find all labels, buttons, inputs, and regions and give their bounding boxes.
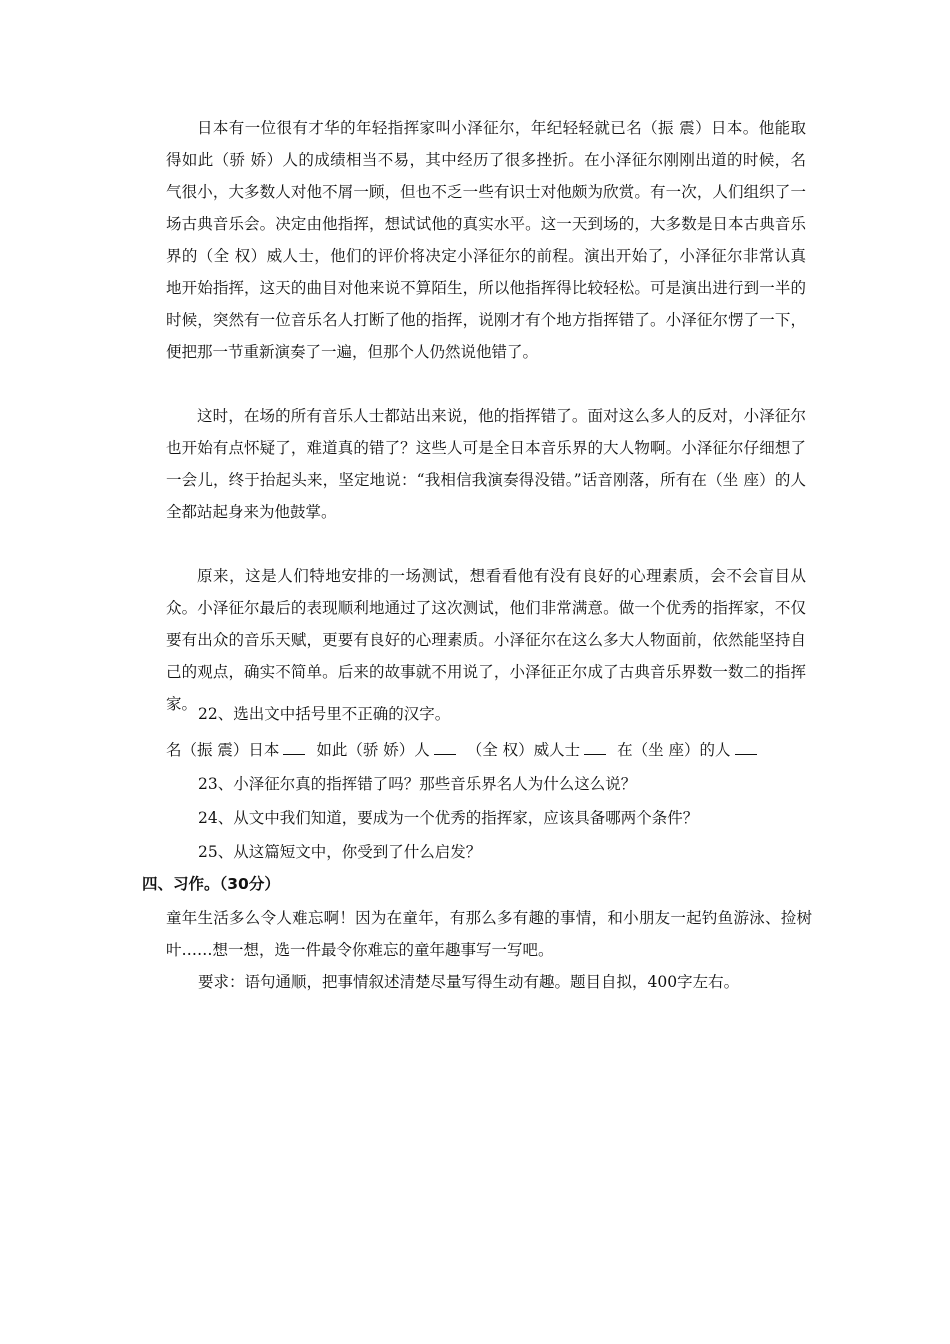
blank-item-3: （全 权）威人士: [466, 741, 581, 759]
blank-item-4: 在（坐 座）的人: [617, 741, 731, 759]
writing-prompt: 童年生活多么令人难忘啊！因为在童年，有那么多有趣的事情，和小朋友一起钓鱼游泳、捡树叶……想一想，选一件最令你难忘的童年趣事写一写吧。: [166, 909, 812, 959]
question-22: 22、选出文中括号里不正确的汉字。: [198, 705, 451, 723]
answer-blank-3[interactable]: [584, 740, 606, 755]
writing-requirement: 要求：语句通顺，把事情叙述清楚尽量写得生动有趣。题目自拟，400字左右。: [198, 973, 740, 991]
blank-answer-line: [166, 734, 846, 766]
question-24: 24、从文中我们知道，要成为一个优秀的指挥家，应该具备哪两个条件？: [198, 809, 699, 827]
answer-blank-1[interactable]: [283, 740, 305, 755]
passage-paragraph-1: 日本有一位很有才华的年轻指挥家叫小泽征尔，年纪轻轻就已名（振 震）日本。他能取得如此（骄 娇）人的成绩相当不易，其中经历了很多挫折。在小泽征尔刚刚出道的时候，名气很小，大多数人对他不屑一顾，但也不乏一些有识士对他颇为欣赏。有一次，人们组织了一场古典音乐会。决定由他指挥，想试试他的真实水平。这一天到场的，大多数是日本古典音乐界的（全 权）威人士，他们的评价将决定小泽征尔的前程。演出开始了，小泽征尔非常认真地开始指挥，这天的曲目对他来说不算陌生，所以他指挥得比较轻松。可是演出进行到一半的时候，突然有一位音乐名人打断了他的指挥，说刚才有个地方指挥错了。小泽征尔愣了一下，便把那一节重新演奏了一遍，但那个人仍然说他错了。: [166, 119, 806, 361]
passage-paragraph-3: 原来，这是人们特地安排的一场测试，想看看他有没有良好的心理素质，会不会盲目从众。小泽征尔最后的表现顺利地通过了这次测试，他们非常满意。做一个优秀的指挥家，不仅要有出众的音乐天赋，更要有良好的心理素质。小泽征尔在这么多大人物面前，依然能坚持自己的观点，确实不简单。后来的故事就不用说了，小泽征正尔成了古典音乐界数一数二的指挥家。: [166, 567, 806, 713]
passage-paragraph-2: 这时，在场的所有音乐人士都站出来说，他的指挥错了。面对这么多人的反对，小泽征尔也开始有点怀疑了，难道真的错了？这些人可是全日本音乐界的大人物啊。小泽征尔仔细想了一会儿，终于抬起头来，坚定地说：“我相信我演奏得没错。”话音刚落，所有在（坐 座）的人全都站起身来为他鼓掌。: [166, 407, 806, 521]
question-23: 23、小泽征尔真的指挥错了吗？那些音乐界名人为什么这么说？: [198, 775, 637, 793]
answer-blank-4[interactable]: [735, 740, 757, 755]
question-25: 25、从这篇短文中，你受到了什么启发？: [198, 843, 482, 861]
blank-item-2: 如此（骄 娇）人: [316, 741, 430, 759]
answer-blank-2[interactable]: [434, 740, 456, 755]
blank-item-1: 名（振 震）日本: [166, 741, 280, 759]
section-title-writing: 四、习作。（30分）: [142, 875, 280, 893]
